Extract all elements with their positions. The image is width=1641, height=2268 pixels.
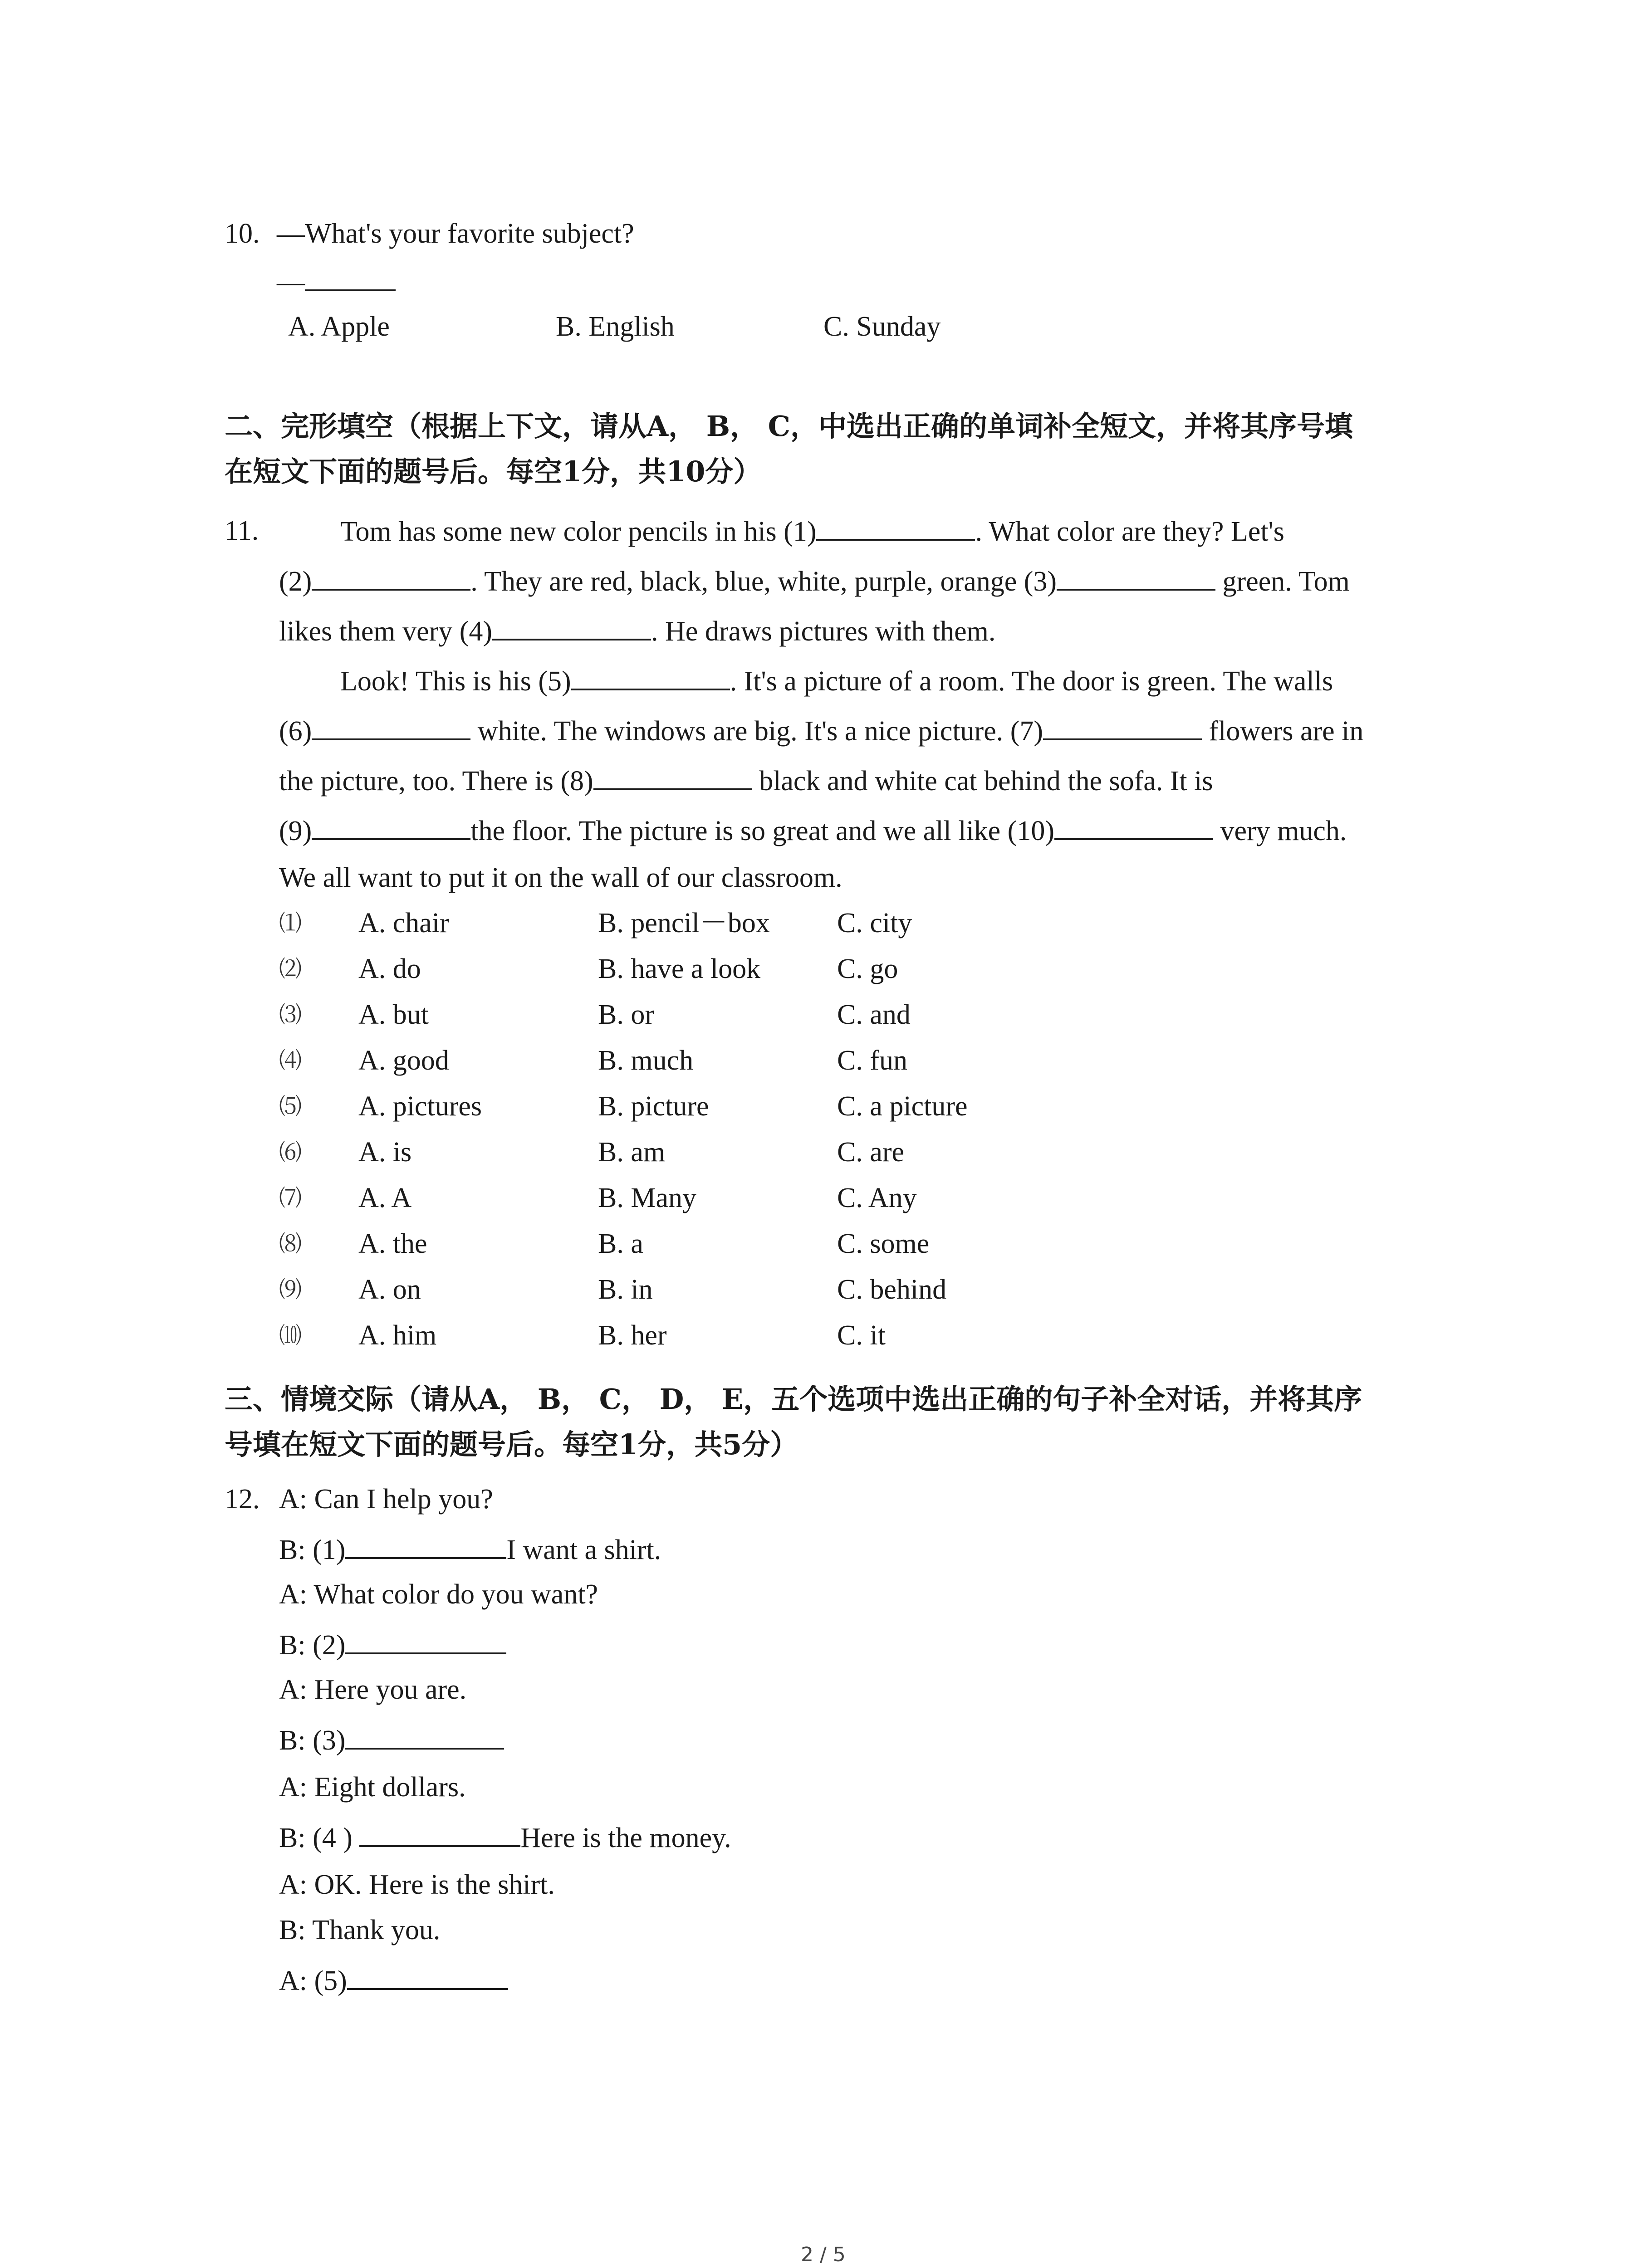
dialogue-line	[279, 1576, 598, 1613]
option-c: C. some	[837, 1228, 930, 1259]
passage-text: . It's a picture of a room. The door is green. The walls	[730, 666, 1333, 697]
q11-line-1	[340, 513, 1284, 550]
option-c: C. city	[837, 908, 912, 938]
q11-line-6	[279, 762, 1213, 799]
blank-1	[816, 513, 975, 541]
passage-text: white. The windows are big. It's a nice picture. (7)	[470, 716, 1043, 747]
dialogue-line	[279, 1819, 731, 1856]
option-number: ⑶	[279, 1002, 302, 1028]
option-a: A. is	[358, 1137, 412, 1168]
q10-answer-line	[277, 263, 396, 300]
dialogue-text: Here is the money.	[520, 1823, 731, 1853]
option-number: ⑷	[279, 1047, 302, 1074]
option-b: B. or	[598, 999, 654, 1030]
q11-line-7	[279, 812, 1347, 849]
option-b: B. picture	[598, 1091, 709, 1122]
option-b: B. in	[598, 1274, 653, 1305]
option-number: ⑻	[279, 1231, 302, 1257]
option-c: C. behind	[837, 1274, 947, 1305]
dialogue-line	[279, 1912, 440, 1948]
option-c: C. it	[837, 1320, 886, 1351]
option-b: B. have a look	[598, 953, 761, 984]
q11-line-8	[279, 860, 843, 896]
section3-title-line2: 号填在短文下面的题号后。每空1分，共5分）	[225, 1428, 798, 1461]
blank-3	[1057, 562, 1215, 591]
passage-text: very much.	[1213, 816, 1347, 846]
dialogue-text: B: (4 )	[279, 1823, 360, 1853]
q11-line-3	[279, 612, 995, 650]
blank-3	[345, 1721, 504, 1750]
dialogue-line	[279, 1626, 506, 1663]
q11-number: 11.	[225, 515, 259, 546]
q10-question: —What's your favorite subject?	[277, 218, 634, 249]
option-a: A. good	[358, 1045, 449, 1076]
dialogue-line	[279, 1531, 661, 1568]
section2-title-line1: 二、完形填空（根据上下文，请从A， B， C，中选出正确的单词补全短文，并将其序号填	[225, 410, 1353, 443]
answer-dash: —	[277, 267, 305, 298]
dialogue-text: A: Here you are.	[279, 1674, 467, 1705]
blank-5	[571, 662, 730, 690]
passage-text: . What color are they? Let's	[975, 516, 1284, 547]
option-b: B. much	[598, 1045, 694, 1076]
dialogue-text: B: (1)	[279, 1535, 346, 1565]
passage-text: . They are red, black, blue, white, purple, orange (3)	[470, 566, 1057, 597]
page-number: 2 / 5	[801, 2243, 846, 2266]
dialogue-line	[279, 1721, 504, 1759]
passage-text: (2)	[279, 566, 312, 597]
blank-4	[359, 1819, 520, 1847]
option-c: C. are	[837, 1137, 905, 1168]
q11-line-4	[340, 662, 1333, 699]
blank-6	[312, 712, 470, 740]
passage-text: Tom has some new color pencils in his (1)	[340, 516, 817, 547]
option-c: C. a picture	[837, 1091, 968, 1122]
passage-text: Look! This is his (5)	[340, 666, 571, 697]
blank-7	[1043, 712, 1202, 740]
passage-text: black and white cat behind the sofa. It is	[752, 766, 1213, 797]
option-b: B. a	[598, 1228, 643, 1259]
q10-option-a: A. Apple	[288, 311, 390, 342]
blank-9	[312, 812, 470, 840]
passage-text: the picture, too. There is (8)	[279, 766, 593, 797]
section2-title-line2: 在短文下面的题号后。每空1分，共10分）	[225, 455, 762, 488]
dialogue-text: A: OK. Here is the shirt.	[279, 1869, 555, 1900]
dialogue-line	[279, 1867, 555, 1903]
dialogue-text: I want a shirt.	[506, 1535, 661, 1565]
blank-8	[593, 762, 752, 790]
dialogue-line	[279, 1769, 466, 1805]
passage-text: We all want to put it on the wall of our classroom.	[279, 862, 843, 893]
dialogue-line	[279, 1672, 466, 1708]
option-a: A. on	[358, 1274, 421, 1305]
option-number: ⑴	[279, 910, 302, 936]
dialogue-text: B: (3)	[279, 1725, 346, 1756]
passage-text: (6)	[279, 716, 312, 747]
passage-text: likes them very (4)	[279, 616, 493, 647]
option-c: C. Any	[837, 1183, 917, 1213]
q11-line-2	[279, 562, 1350, 600]
option-a: A. pictures	[358, 1091, 482, 1122]
passage-text: flowers are in	[1202, 716, 1364, 747]
option-a: A. A	[358, 1183, 412, 1213]
dialogue-text: A: (5)	[279, 1965, 347, 1996]
option-b: B. her	[598, 1320, 667, 1351]
option-number: ⑼	[279, 1276, 302, 1303]
answer-blank	[305, 263, 396, 291]
option-a: A. do	[358, 953, 421, 984]
blank-1	[345, 1531, 506, 1559]
dialogue-text: A: Can I help you?	[279, 1484, 493, 1515]
option-number: ⑺	[279, 1185, 302, 1211]
blank-2	[312, 562, 470, 591]
passage-text: green. Tom	[1215, 566, 1350, 597]
dialogue-text: B: (2)	[279, 1630, 346, 1661]
blank-10	[1054, 812, 1213, 840]
dialogue-line	[279, 1481, 493, 1517]
option-number: ⑽	[279, 1322, 302, 1349]
dialogue-line	[279, 1962, 508, 1999]
q11-line-5	[279, 712, 1363, 749]
option-number: ⑸	[279, 1093, 302, 1119]
passage-text: (9)	[279, 816, 312, 846]
option-a: A. chair	[358, 908, 449, 938]
option-b: B. am	[598, 1137, 666, 1168]
option-b: B. Many	[598, 1183, 696, 1213]
dialogue-text: A: Eight dollars.	[279, 1772, 466, 1803]
option-a: A. him	[358, 1320, 437, 1351]
passage-text: . He draws pictures with them.	[651, 616, 996, 647]
option-a: A. but	[358, 999, 429, 1030]
dialogue-text: A: What color do you want?	[279, 1579, 598, 1610]
option-number: ⑵	[279, 956, 302, 982]
dialogue-text: B: Thank you.	[279, 1915, 441, 1945]
option-c: C. fun	[837, 1045, 907, 1076]
q10-number: 10.	[225, 218, 260, 249]
option-c: C. and	[837, 999, 911, 1030]
option-a: A. the	[358, 1228, 427, 1259]
passage-text: the floor. The picture is so great and we all like (10)	[470, 816, 1054, 846]
section3-title-line1: 三、情境交际（请从A， B， C， D， E，五个选项中选出正确的句子补全对话，并将其序	[225, 1383, 1362, 1416]
option-number: ⑹	[279, 1139, 302, 1165]
q12-number: 12.	[225, 1484, 260, 1515]
blank-2	[345, 1626, 506, 1654]
q10-option-b: B. English	[556, 311, 675, 342]
blank-5	[347, 1962, 508, 1990]
option-c: C. go	[837, 953, 898, 984]
blank-4	[492, 612, 651, 640]
option-b: B. pencil－box	[598, 908, 770, 938]
q10-option-c: C. Sunday	[823, 311, 941, 342]
